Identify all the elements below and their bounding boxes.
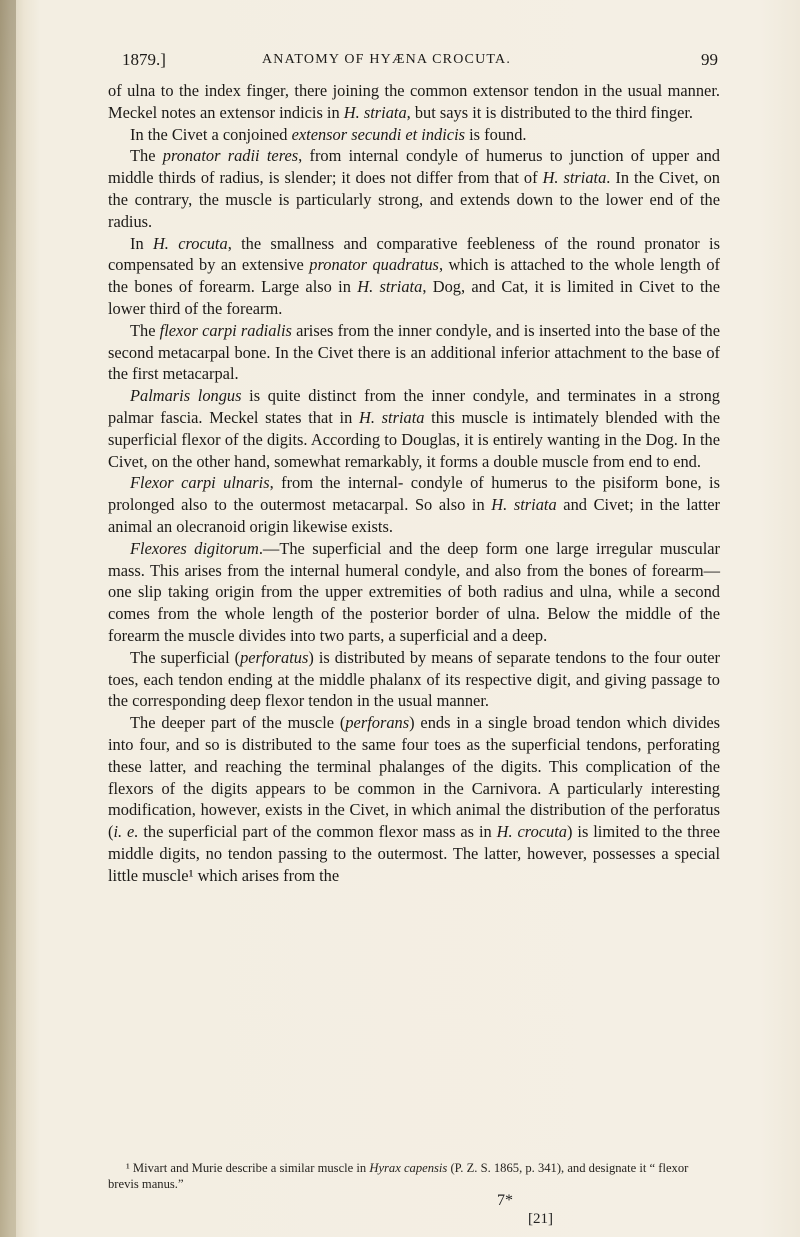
italic-term: Flexor carpi ulnaris	[130, 473, 270, 493]
header-title: ANATOMY OF HYÆNA CROCUTA.	[262, 52, 512, 67]
paragraph: The pronator radii teres, from internal condyle of humerus to junction of upper and middle thirds of radius, is slender; it does not differ from that of H. striata. In the Civet, on the contrary, the muscle is particularly strong, and extends down to the lower end of the radius.	[108, 146, 721, 231]
italic-term: flexor carpi radialis	[159, 320, 292, 340]
running-header	[122, 50, 718, 76]
italic-term: pronator quadratus	[309, 255, 439, 275]
italic-term: extensor secundi et indicis	[291, 124, 466, 144]
body-text	[108, 80, 720, 886]
italic-term: H. crocuta	[496, 822, 567, 842]
paragraph: of ulna to the index finger, there joining the common extensor tendon in the usual manner. Meckel notes an extensor indicis in H. striata, but says it is distributed to the third finger.	[108, 81, 720, 122]
paragraph: In the Civet a conjoined extensor secundi et indicis is found.	[130, 124, 527, 144]
paragraph: Flexor carpi ulnaris, from the internal- condyle of humerus to the pisiform bone, is prolonged also to the outermost metacarpal. So also in H. striata and Civet; in the latter animal an olecranoid origin likewise exists.	[108, 473, 720, 536]
paragraph: Flexores digitorum.—The superficial and the deep form one large irregular muscular mass. This arises from the internal humeral condyle, and also from the bones of forearm—one slip taking origin from the upper extremities of both radius and ulna, while a second comes from the whole length of the posterior border of ulna. Below the middle of the forearm the muscle divides into two parts, a superficial and a deep.	[108, 538, 720, 645]
paragraph: The deeper part of the muscle (perforans) ends in a single broad tendon which divides into four, and so is distributed to the same four toes as the superficial tendons, perforating these latter, and reaching the terminal phalanges of the digits. This complication of the flexors of the digits appears to be common in the Carnivora. A particularly interesting modification, however, exists in the Civet, in which animal the distribution of the perforatus (i. e. the superficial part of the common flexor mass as in H. crocuta) is limited to the three middle digits, no tendon passing to the outermost. The latter, however, possesses a special little muscle¹ which arises from the	[108, 713, 720, 885]
header-page-number: 99	[701, 50, 718, 69]
italic-term: perforatus	[240, 647, 309, 667]
signature-mark: 7*	[497, 1192, 513, 1209]
footnote: ¹ Mivart and Murie describe a similar muscle in Hyrax capensis (P. Z. S. 1865, p. 341), and designate it “ flexor brevis manus.”	[108, 1161, 689, 1191]
header-year: 1879.]	[122, 50, 166, 69]
italic-term: perforans	[345, 713, 410, 733]
paragraph: The superficial (perforatus) is distributed by means of separate tendons to the four outer toes, each tendon ending at the middle phalanx of its respective digit, and giving passage to the corresponding deep flexor tendon in the usual manner.	[108, 647, 720, 711]
page-edge-shadow	[0, 0, 16, 1237]
italic-term: pronator radii teres	[162, 146, 299, 166]
italic-term: i. e.	[113, 822, 139, 842]
italic-term: H. striata	[343, 102, 407, 122]
paragraph: Palmaris longus is quite distinct from the inner condyle, and terminates in a strong palmar fascia. Meckel states that in H. striata this muscle is intimately blended with the superficial flexor of the digits. According to Douglas, it is entirely wanting in the Dog. In the Civet, on the other hand, somewhat remarkably, it forms a double muscle from end to end.	[108, 386, 721, 471]
printed-page-ref: [21]	[528, 1211, 553, 1227]
italic-term: H. striata	[491, 495, 557, 515]
paragraph: The flexor carpi radialis arises from the inner condyle, and is inserted into the base of the second metacarpal bone. In the Civet there is an additional inferior attachment to the base of the first metacarpal.	[108, 320, 720, 384]
italic-term: H. crocuta	[152, 233, 228, 253]
paragraph: In H. crocuta, the smallness and comparative feebleness of the round pronator is compensated by an extensive pronator quadratus, which is attached to the whole length of the bones of forearm. Large also in H. striata, Dog, and Cat, it is limited in Civet to the lower third of the forearm.	[108, 233, 721, 318]
italic-term: H. striata	[542, 168, 607, 188]
italic-term: H. striata	[359, 407, 425, 427]
italic-term: Palmaris longus	[130, 386, 242, 406]
italic-term: Flexores digitorum	[130, 538, 259, 558]
italic-term: Hyrax capensis	[369, 1161, 448, 1175]
italic-term: H. striata	[357, 277, 423, 297]
